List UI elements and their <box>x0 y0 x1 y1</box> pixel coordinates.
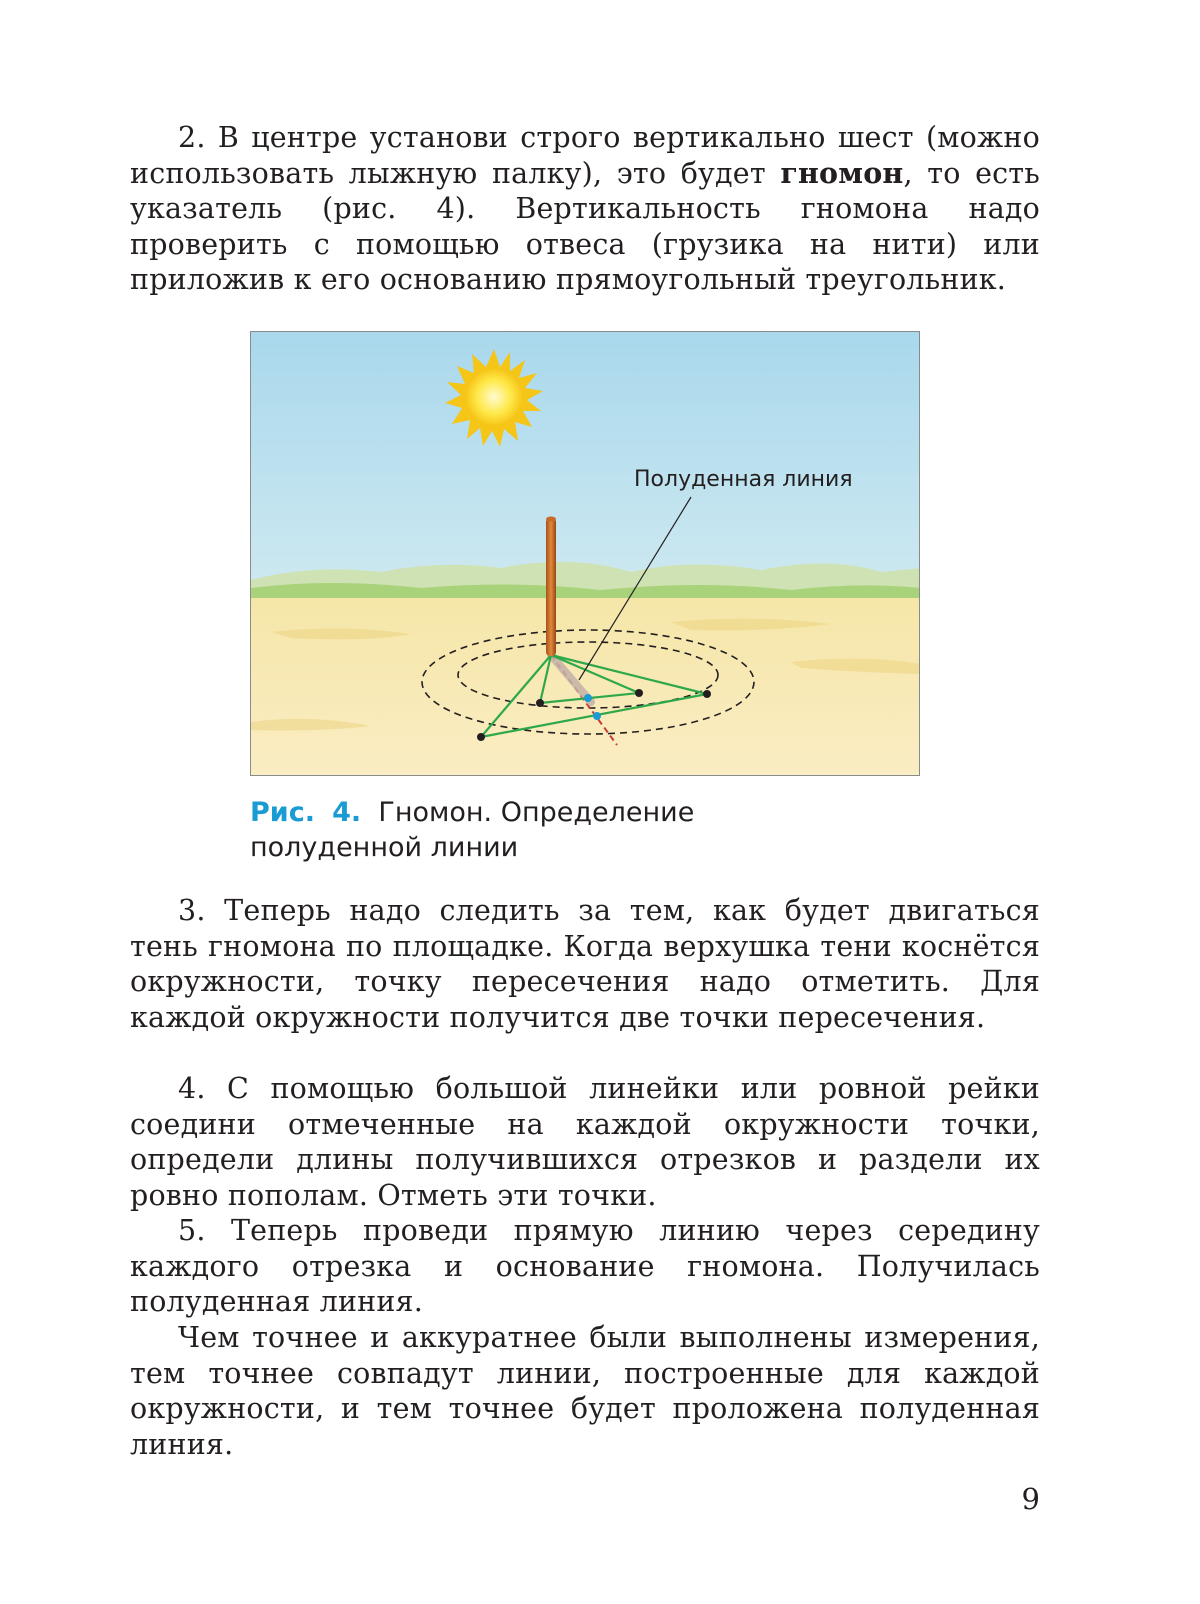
paragraph-step-5: 5. Теперь проведи прямую линию через середину каждого отрезка и основание гномона. Получилась полуденная линия. <box>130 1214 1040 1319</box>
paragraph-2-end: , то есть указатель (рис. 4). Вертикальность гномона надо проверить с помощью отвеса (грузика на нити) или приложив к его основанию прямоугольный треугольник. <box>130 156 1040 297</box>
paragraph-step-3: 3. Теперь надо следить за тем, как будет двигаться тень гномона по площадке. Когда верхушка тени коснётся окружности, точку пересечения надо отметить. Для каждой окружности получится две точки пересечения. <box>130 894 1040 1034</box>
term-gnomon: гномон <box>780 155 904 190</box>
pole-top <box>546 517 556 522</box>
paragraph-conclusion: Чем точнее и аккуратнее были выполнены измерения, тем точнее совпадут линии, построенные для каждой окружности, и тем точнее будет проложена полуденная линия. <box>130 1321 1040 1461</box>
caption-text: Гномон. Определение полуденной линии <box>250 797 695 863</box>
gnomon-illustration <box>251 332 920 776</box>
figure-caption <box>250 795 810 865</box>
gnomon-figure <box>250 331 920 776</box>
paragraph-2-start: 2. В центре установи строго вертикально шест (можно использовать лыжную палку), это будет <box>130 121 1040 190</box>
paragraph-step-2 <box>130 120 1040 298</box>
paragraph-step-4: 4. С помощью большой линейки или ровной рейки соедини отмеченные на каждой окружности точки, определи длины получившихся отрезков и раздели их ровно пополам. Отметь эти точки. <box>130 1072 1040 1212</box>
page-number: 9 <box>1021 1482 1040 1516</box>
gnomon-pole <box>546 518 556 656</box>
caption-label: Рис. <box>250 797 315 828</box>
caption-number: 4. <box>332 797 362 828</box>
noon-line-label: Полуденная линия <box>634 467 853 492</box>
